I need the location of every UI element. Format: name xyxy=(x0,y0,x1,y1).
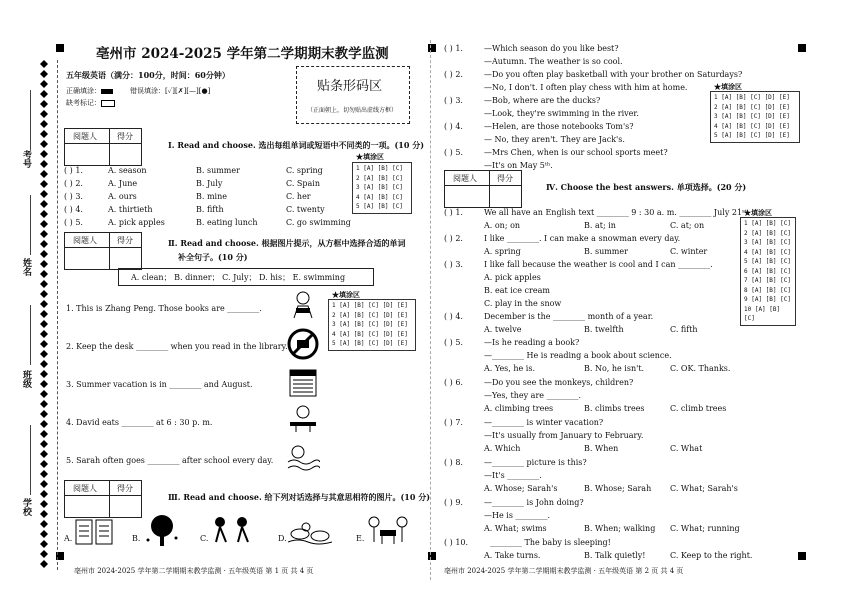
question-text-2: —________ He is reading a book about science. xyxy=(484,351,672,360)
picture-label-c: C. xyxy=(200,534,209,543)
option-b: B. July xyxy=(196,179,223,188)
option-b: B. When xyxy=(584,444,619,453)
binding-diamond xyxy=(40,110,48,118)
side-label-school: 学校 xyxy=(21,498,31,516)
dialog-line: —Mrs Chen, when is our school sports meet? xyxy=(484,148,668,157)
option-c: C. fifth xyxy=(670,325,698,334)
option-c: C. Spain xyxy=(286,179,321,188)
binding-diamond xyxy=(40,520,48,528)
q-number: ( ) 3. xyxy=(64,192,83,201)
section-4-title: Ⅳ. Choose the best answers. 单项选择。(20 分) xyxy=(546,182,747,192)
binding-diamond xyxy=(40,60,48,68)
dialog-line: —Autumn. The weather is so cool. xyxy=(484,57,623,66)
picture-label-a: A. xyxy=(64,534,73,543)
option-c: C. winter xyxy=(670,247,708,256)
boy-reading-icon xyxy=(288,290,318,320)
side-blank xyxy=(30,425,31,495)
question-text-2: —It's ________. xyxy=(484,471,542,480)
binding-diamond xyxy=(40,100,48,108)
question-text: —________ is winter vacation? xyxy=(484,418,604,427)
option-b: B. mine xyxy=(196,192,227,201)
option-c: C. Keep to the right. xyxy=(670,551,753,560)
side-blank xyxy=(30,305,31,365)
side-label-class: 班级 xyxy=(21,370,31,388)
option-a: A. Which xyxy=(484,444,521,453)
option-b: B. twelfth xyxy=(584,325,624,334)
dialog-line: —Which season do you like best? xyxy=(484,44,619,53)
question-text-2: —He is ________. xyxy=(484,511,551,520)
barcode-area xyxy=(296,66,410,124)
binding-diamond xyxy=(40,310,48,318)
binding-diamond xyxy=(40,210,48,218)
binding-diamond xyxy=(40,370,48,378)
binding-diamond xyxy=(40,70,48,78)
girl-swimming-icon xyxy=(286,442,320,472)
word-bank-options: A. clean； B. dinner； C. July； D. his； E. swimming xyxy=(131,273,346,282)
corner-marker xyxy=(798,44,806,52)
absent-mark-label: 缺考标记： xyxy=(66,98,115,108)
binding-diamond xyxy=(40,220,48,228)
question-text: December is the ________ month of a year. xyxy=(484,312,654,321)
dialog-line: —Do you often play basketball with your brother on Saturdays? xyxy=(484,70,743,79)
binding-diamond xyxy=(40,150,48,158)
no-eating-sign-icon xyxy=(287,328,319,360)
answer-fill-area[interactable]: 1 [A] [B] [C] 2 [A] [B] [C] 3 [A] [B] [C] 4 [A] [B] [C] 5 [A] [B] [C] xyxy=(352,162,412,214)
option-b: B. at; in xyxy=(584,221,616,230)
q-number: ( ) 2. xyxy=(64,179,83,188)
option-b: B. Talk quietly! xyxy=(584,551,646,560)
option-c: C. at; on xyxy=(670,221,705,230)
answer-fill-area[interactable]: 1 [A] [B] [C] [D] [E] 2 [A] [B] [C] [D] [E] 3 [A] [B] [C] [D] [E] 4 [A] [B] [C] [D] [E] 5 [A] [B] [C] [D] [E] xyxy=(328,299,416,351)
side-blank xyxy=(30,90,31,150)
dialog-line: —Helen, are those notebooks Tom's? xyxy=(484,122,634,131)
answer-fill-area[interactable]: 1 [A] [B] [C] 2 [A] [B] [C] 3 [A] [B] [C] 4 [A] [B] [C] 5 [A] [B] [C] 6 [A] [B] [C] 7 [A] [B] [C] 8 [A] [B] [C] 9 [A] [B] [C] 10 [A] [B] [C] xyxy=(740,217,796,326)
binding-diamond xyxy=(40,130,48,138)
q-number: ( ) 7. xyxy=(444,418,463,427)
question-text: —________ is John doing? xyxy=(484,498,584,507)
option-b: B. Whose; Sarah xyxy=(584,484,652,493)
answer-fill-area[interactable]: 1 [A] [B] [C] [D] [E] 2 [A] [B] [C] [D] [E] 3 [A] [B] [C] [D] [E] 4 [A] [B] [C] [D] [E] 5 [A] [B] [C] [D] [E] xyxy=(710,91,800,143)
binding-diamond xyxy=(40,420,48,428)
binding-diamond xyxy=(40,450,48,458)
q-number: ( ) 3. xyxy=(444,260,463,269)
barcode-note: （正面朝上，切勿贴出虚线方框） xyxy=(307,107,398,114)
calendar-icon xyxy=(288,368,318,398)
section-1-title: Ⅰ. Read and choose. 选出每组单词或短语中不同类的一项。(10 分) xyxy=(168,140,425,150)
binding-diamond xyxy=(40,140,48,148)
option-c: C. her xyxy=(286,192,311,201)
option-a: A. Whose; Sarah's xyxy=(484,484,558,493)
question-text: I like ________. I can make a snowman every day. xyxy=(484,234,681,243)
option-b: B. No, he isn't. xyxy=(584,364,645,373)
score-box: 阅题人 得分 xyxy=(64,128,142,166)
option-c: C. go swimming xyxy=(286,218,351,227)
q-number: ( ) 1. xyxy=(444,208,463,217)
score-box: 阅题人 得分 xyxy=(64,480,142,518)
binding-diamond xyxy=(40,160,48,168)
q-number: ( ) 1. xyxy=(64,166,83,175)
section-2-title-2: 补全句子。(10 分) xyxy=(178,252,248,262)
dialog-line: — No, they aren't. They are Jack's. xyxy=(484,135,625,144)
binding-diamond xyxy=(40,410,48,418)
binding-diamond xyxy=(40,260,48,268)
binding-diamond xyxy=(40,400,48,408)
binding-diamond xyxy=(40,90,48,98)
boy-eating-icon xyxy=(286,404,320,434)
option-c: C. What; running xyxy=(670,524,740,533)
binding-diamond xyxy=(40,430,48,438)
option-a: A. Yes, he is. xyxy=(484,364,536,373)
word-bank xyxy=(118,268,374,286)
binding-diamond xyxy=(40,500,48,508)
binding-diamond xyxy=(40,320,48,328)
side-blank xyxy=(30,195,31,255)
question-text: I like fall because the weather is cool and I can ________. xyxy=(484,260,713,269)
binding-diamond xyxy=(40,380,48,388)
dialog-line: —Look, they're swimming in the river. xyxy=(484,109,639,118)
fill-sentence: 3. Summer vacation is in ________ and August. xyxy=(66,380,253,389)
q-number: ( ) 10. xyxy=(444,538,469,547)
autumn-tree-icon xyxy=(142,514,182,546)
binding-diamond xyxy=(40,510,48,518)
binding-diamond xyxy=(40,200,48,208)
option-b: B. eat ice cream xyxy=(484,286,550,295)
option-a: A. thirtieth xyxy=(108,205,153,214)
binding-diamond xyxy=(40,250,48,258)
corner-marker xyxy=(798,552,806,560)
option-b: B. When; walking xyxy=(584,524,656,533)
exam-subject: 五年级英语（满分：100分，时间：60分钟） xyxy=(66,70,230,80)
notebooks-icon xyxy=(74,518,114,546)
fill-sentence: 1. This is Zhang Peng. Those books are ________. xyxy=(66,304,262,313)
q-number: ( ) 1. xyxy=(444,44,463,53)
question-text: —Is he reading a book? xyxy=(484,338,580,347)
binding-diamond xyxy=(40,540,48,548)
option-c: C. climb trees xyxy=(670,404,727,413)
binding-diamond xyxy=(40,530,48,538)
fill-area-title: ★填涂区 xyxy=(744,208,772,217)
option-a: A. What; swims xyxy=(484,524,547,533)
binding-line xyxy=(57,60,58,570)
option-a: A. June xyxy=(108,179,138,188)
playing-chess-icon xyxy=(366,514,410,546)
option-b: B. summer xyxy=(196,166,240,175)
binding-strip-icon xyxy=(36,60,52,570)
page-title: 亳州市 2024-2025 学年第二学期期末教学监测 xyxy=(96,46,389,62)
fill-area-title: ★填涂区 xyxy=(356,152,384,161)
option-b: B. climbs trees xyxy=(584,404,645,413)
barcode-title: 贴条形码区 xyxy=(317,79,383,94)
option-a: A. pick apples xyxy=(484,273,541,282)
option-b: B. eating lunch xyxy=(196,218,258,227)
page-divider xyxy=(430,40,431,580)
question-text: —Do you see the monkeys, children? xyxy=(484,378,634,387)
q-number: ( ) 6. xyxy=(444,378,463,387)
option-c: C. OK. Thanks. xyxy=(670,364,731,373)
q-number: ( ) 4. xyxy=(64,205,83,214)
binding-diamond xyxy=(40,280,48,288)
binding-diamond xyxy=(40,190,48,198)
question-text: ________ The baby is sleeping! xyxy=(490,538,611,547)
binding-diamond xyxy=(40,180,48,188)
option-a: A. climbing trees xyxy=(484,404,554,413)
dialog-line: —No, I don't. I often play chess with him at home. xyxy=(484,83,688,92)
q-number: ( ) 3. xyxy=(444,96,463,105)
binding-diamond xyxy=(40,300,48,308)
sports-meet-icon xyxy=(210,514,254,546)
binding-diamond xyxy=(40,80,48,88)
binding-diamond xyxy=(40,390,48,398)
binding-diamond xyxy=(40,270,48,278)
picture-label-e: E. xyxy=(356,534,365,543)
dialog-line: —Bob, where are the ducks? xyxy=(484,96,601,105)
option-b: B. fifth xyxy=(196,205,224,214)
option-a: A. ours xyxy=(108,192,137,201)
option-c: C. spring xyxy=(286,166,323,175)
dialog-line: —It's on May 5ᵗʰ. xyxy=(484,161,553,170)
score-box: 阅题人 得分 xyxy=(444,170,522,208)
page-footer: 亳州市 2024-2025 学年第二学期期末教学监测 · 五年级英语 第 1 页 共 4 页 xyxy=(74,567,314,575)
fill-sentence: 4. David eats ________ at 6 : 30 p. m. xyxy=(66,418,213,427)
side-label-name: 姓名 xyxy=(21,258,31,276)
option-c: C. What xyxy=(670,444,703,453)
q-number: ( ) 2. xyxy=(444,70,463,79)
binding-diamond xyxy=(40,290,48,298)
question-text-2: —Yes, they are ________. xyxy=(484,391,582,400)
option-a: A. season xyxy=(108,166,147,175)
binding-diamond xyxy=(40,350,48,358)
fill-sentence: 5. Sarah often goes ________ after school every day. xyxy=(66,456,274,465)
question-text: We all have an English text ________ 9 : 30 a. m. ________ July 21ˢᵗ. xyxy=(484,208,750,217)
q-number: ( ) 5. xyxy=(64,218,83,227)
q-number: ( ) 8. xyxy=(444,458,463,467)
option-b: B. summer xyxy=(584,247,628,256)
binding-diamond xyxy=(40,490,48,498)
binding-diamond xyxy=(40,340,48,348)
option-a: A. spring xyxy=(484,247,521,256)
binding-diamond xyxy=(40,230,48,238)
question-text: —________ picture is this? xyxy=(484,458,587,467)
binding-diamond xyxy=(40,550,48,558)
binding-diamond xyxy=(40,480,48,488)
option-a: A. pick apples xyxy=(108,218,165,227)
q-number: ( ) 5. xyxy=(444,338,463,347)
side-label-exam-no: 考号 xyxy=(21,150,31,168)
binding-diamond xyxy=(40,330,48,338)
binding-diamond xyxy=(40,120,48,128)
question-text-2: —It's usually from January to February. xyxy=(484,431,644,440)
option-c: C. twenty xyxy=(286,205,325,214)
binding-diamond xyxy=(40,440,48,448)
q-number: ( ) 2. xyxy=(444,234,463,243)
section-2-title: Ⅱ. Read and choose. 根据图片提示，从方框中选择合适的单词 xyxy=(168,238,406,248)
ducks-swimming-icon xyxy=(288,516,332,546)
option-a: A. Take turns. xyxy=(484,551,541,560)
q-number: ( ) 5. xyxy=(444,148,463,157)
fill-correct-label: 正确填涂： xyxy=(66,86,113,96)
q-number: ( ) 4. xyxy=(444,312,463,321)
option-a: A. on; on xyxy=(484,221,521,230)
score-box: 阅题人 得分 xyxy=(64,232,142,270)
picture-label-d: D. xyxy=(278,534,287,543)
binding-diamond xyxy=(40,470,48,478)
fill-wrong-label: 错误填涂：[✓][✗][—][●] xyxy=(130,87,211,95)
option-a: A. twelve xyxy=(484,325,522,334)
fill-sentence: 2. Keep the desk ________ when you read in the library. xyxy=(66,342,288,351)
corner-marker xyxy=(56,44,64,52)
binding-diamond xyxy=(40,460,48,468)
binding-diamond xyxy=(40,560,48,568)
binding-diamond xyxy=(40,360,48,368)
picture-label-b: B. xyxy=(132,534,141,543)
binding-diamond xyxy=(40,240,48,248)
fill-area-title: ★填涂区 xyxy=(332,290,360,299)
page-footer: 亳州市 2024-2025 学年第二学期期末教学监测 · 五年级英语 第 2 页 共 4 页 xyxy=(444,567,684,575)
option-c: C. What; Sarah's xyxy=(670,484,738,493)
q-number: ( ) 4. xyxy=(444,122,463,131)
q-number: ( ) 9. xyxy=(444,498,463,507)
section-3-title: Ⅲ. Read and choose. 给下列对话选择与其意思相符的图片。(10 分) xyxy=(168,492,431,502)
fill-area-title: ★填涂区 xyxy=(714,82,742,91)
binding-diamond xyxy=(40,170,48,178)
option-c: C. play in the snow xyxy=(484,299,562,308)
